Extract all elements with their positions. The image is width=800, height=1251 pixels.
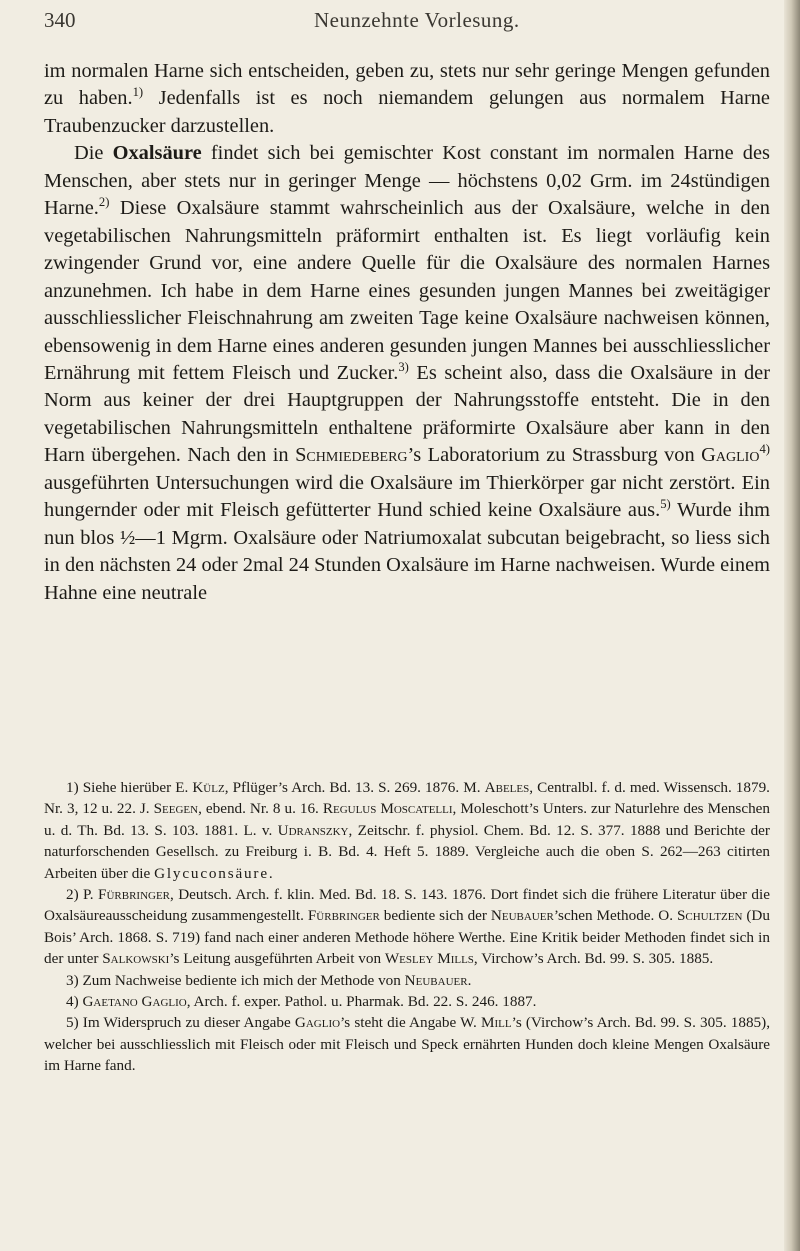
bold-term: Oxalsäure bbox=[112, 142, 202, 165]
footnote bbox=[44, 970, 770, 991]
text-run: Es scheint also, dass die Oxalsäure in der Norm aus keiner der drei Hauptgruppen der Nahrungsstoffe entsteht. Die in den vegetabilischen Nahrungsmitteln enthaltene präformirte Oxalsäure aber kann in den Harn übergehen. Nach den in bbox=[44, 361, 770, 467]
author-name: Abeles bbox=[484, 779, 530, 796]
text-run: Die bbox=[74, 142, 113, 165]
author-name: Seegen bbox=[153, 800, 199, 818]
footnote bbox=[44, 777, 770, 884]
page-number: 340 bbox=[44, 8, 76, 32]
author-name: Wesley Mills bbox=[384, 950, 474, 968]
text-run: 4) bbox=[66, 993, 83, 1011]
text-run: Diese Oxalsäure stammt wahrscheinlich aus der Oxalsäure, welche in den vegetabilischen Nahrungsmitteln präformirt enthalten ist. Es liegt vorläufig kein zwingender Grund vor, eine andere Quelle für die Oxalsäure des normalen Harnes anzunehmen. Ich habe in dem Harne eines gesunden jungen Mannes bei zweitägiger ausschliesslicher Fleischnahrung am zweiten Tage keine Oxalsäure nachweisen können, ebensowenig in dem Harne eines anderen gesunden jungen Mannes bei ausschliesslicher Ernährung mit fettem Fleisch und Zucker. bbox=[44, 197, 770, 384]
author-name: Regulus Moscatelli bbox=[322, 800, 453, 818]
text-run: im normalen Harne sich entscheiden, geben zu, stets nur sehr geringe Mengen gefunden zu haben. bbox=[44, 60, 770, 110]
text-run: findet sich bei gemischter Kost constant im normalen Harne des Menschen, aber stets nur in geringer Menge — höchstens 0,02 Grm. im 24stündigen Harne. bbox=[44, 142, 770, 220]
text-run: , ebend. Nr. 8 u. 16. bbox=[198, 800, 323, 818]
running-header bbox=[44, 8, 764, 38]
text-run: 2) P. bbox=[66, 886, 98, 904]
text-run: Jedenfalls ist es noch niemandem gelungen aus normalem Harne Traubenzucker darzustellen. bbox=[44, 87, 770, 137]
text-run: , Centralbl. f. d. med. Wissensch. 1879. Nr. 3, 12 u. 22. J. bbox=[44, 779, 770, 818]
footnote-marker: 1) bbox=[132, 85, 144, 100]
author-name: Fürbringer bbox=[98, 886, 171, 904]
author-name: Mill bbox=[481, 1014, 512, 1032]
text-run: . bbox=[467, 971, 472, 989]
footnote bbox=[44, 991, 770, 1012]
author-name: Udranszky bbox=[277, 821, 349, 839]
author-name: Gaglio bbox=[294, 1014, 341, 1032]
running-title: Neunzehnte Vorlesung. bbox=[314, 8, 520, 32]
author-name: Schmiedeberg bbox=[295, 444, 408, 467]
text-run: , Zeitschr. f. physiol. Chem. Bd. 12. S. 377. 1888 und Berichte der naturforschenden Gesellsch. zu Freiburg i. B. Bd. 4. Heft 5. 1889. Vergleiche auch die oben S. 262—263 citirten Arbeiten über die bbox=[44, 821, 770, 882]
author-name: Külz bbox=[192, 779, 225, 796]
footnote-marker: 3) bbox=[398, 360, 409, 375]
footnote-marker: 5) bbox=[660, 497, 671, 512]
author-name: Gaetano Gaglio bbox=[82, 993, 187, 1011]
text-run: ’s Leitung ausgeführten Arbeit von bbox=[169, 950, 385, 968]
text-run: ’schen Methode. O. bbox=[553, 907, 677, 925]
text-run: 5) Im Widerspruch zu dieser Angabe bbox=[66, 1014, 295, 1032]
paragraph bbox=[44, 140, 770, 607]
footnote bbox=[44, 1012, 770, 1076]
footnote-marker: 2) bbox=[98, 195, 110, 210]
text-run: , Arch. f. exper. Pathol. u. Pharmak. Bd. 22. S. 246. 1887. bbox=[186, 993, 537, 1011]
text-run: , Deutsch. Arch. f. klin. Med. Bd. 18. S. 143. 1876. Dort findet sich die frühere Literatur über die Oxalsäureausscheidung zusammengestellt. bbox=[44, 886, 770, 925]
text-run: . bbox=[268, 864, 273, 882]
author-name: Fürbringer bbox=[307, 907, 380, 925]
author-name: Neubauer bbox=[404, 971, 468, 989]
text-run: , Pflüger’s Arch. Bd. 13. S. 269. 1876. M. bbox=[224, 779, 485, 796]
footnote bbox=[44, 884, 770, 970]
author-name: Schultzen bbox=[676, 907, 743, 925]
author-name: Gaglio bbox=[701, 444, 760, 467]
footnotes bbox=[44, 777, 770, 1077]
text-run: Wurde ihm nun blos ½—1 Mgrm. Oxalsäure oder Natriumoxalat subcutan beigebracht, so liess sich in den nächsten 24 oder 2mal 24 Stunden Oxalsäure im Harne nachweisen. Wurde einem Hahne eine neutrale bbox=[44, 499, 770, 604]
text-run: , Moleschott’s Unters. zur Naturlehre des Menschen u. d. Th. Bd. 13. S. 103. 1881. L. v. bbox=[44, 800, 771, 839]
spaced-term: Glycuconsäure bbox=[154, 864, 269, 882]
text-run: 3) Zum Nachweise bediente ich mich der Methode von bbox=[66, 971, 405, 989]
text-run: ’s (Virchow’s Arch. Bd. 99. S. 305. 1885), welcher bei ausschliesslich mit Fleisch oder mit Fleisch und Speck ernährten Hunden doch kleine Mengen Oxalsäure im Harne fand. bbox=[44, 1014, 770, 1075]
text-run: 1) Siehe hierüber E. bbox=[66, 779, 193, 796]
text-run: (Du Bois’ Arch. 1868. S. 719) fand nach einer anderen Methode höhere Werthe. Eine Kritik beider Methoden findet sich in der unter bbox=[44, 907, 770, 968]
text-run: bediente sich der bbox=[379, 907, 491, 925]
text-run: , Virchow’s Arch. Bd. 99. S. 305. 1885. bbox=[473, 950, 714, 968]
author-name: Neubauer bbox=[490, 907, 554, 925]
text-run: ausgeführten Untersuchungen wird die Oxalsäure im Thierkörper gar nicht zerstört. Ein hungernder oder mit Fleisch gefütterter Hund schied keine Oxalsäure aus. bbox=[44, 471, 770, 522]
footnote-marker: 4) bbox=[759, 442, 770, 457]
page-edge-shadow bbox=[784, 0, 800, 1251]
main-text bbox=[44, 58, 770, 607]
paragraph bbox=[44, 58, 770, 140]
author-name: Salkowski bbox=[102, 950, 170, 968]
text-run: ’s steht die Angabe W. bbox=[340, 1014, 481, 1032]
text-run: ’s Laboratorium zu Strassburg von bbox=[407, 444, 702, 467]
